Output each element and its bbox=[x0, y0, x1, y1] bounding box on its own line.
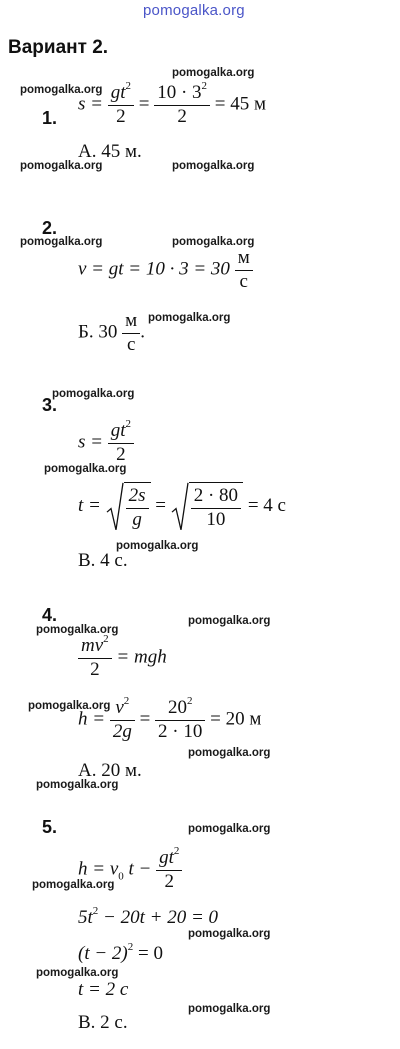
sqrt-symbol: $\frac{2s}{g}$ bbox=[106, 482, 151, 532]
problem-2-answer: Б. 30 $\frac{м}{с}$ . bbox=[78, 310, 145, 355]
fraction: $\frac{v^2}{2g}$ bbox=[110, 697, 135, 744]
sqrt-symbol: $\frac{2 \cdot 80}{10}$ bbox=[171, 482, 243, 532]
watermark: pomogalka.org bbox=[20, 236, 103, 248]
watermark: pomogalka.org bbox=[44, 463, 127, 475]
problem-3-number: 3. bbox=[42, 395, 58, 415]
problem-4-formula-energy: $\frac{mv^2}{2}$ = mgh bbox=[78, 635, 167, 682]
watermark: pomogalka.org bbox=[32, 879, 115, 891]
watermark: pomogalka.org bbox=[28, 700, 111, 712]
fraction: $\frac{10 \cdot 3^2}{2}$ bbox=[154, 82, 210, 129]
fraction: $\frac{gt^2}{2}$ bbox=[108, 420, 134, 467]
unit-fraction: $\frac{м}{с}$ bbox=[235, 247, 253, 294]
watermark: pomogalka.org bbox=[36, 624, 119, 636]
problem-4-formula-h: h = $\frac{v^2}{2g}$ = $\frac{20^2}{2 \cdot 10}$ = 20 м bbox=[78, 695, 262, 742]
watermark-top[interactable]: pomogalka.org bbox=[143, 2, 245, 19]
problem-2-number: 2. bbox=[42, 218, 58, 238]
problem-5-formula-h: $h = v_0$ t − $\frac{gt^2}{2}$ bbox=[78, 847, 182, 894]
watermark: pomogalka.org bbox=[172, 160, 255, 172]
problem-3-formula-s: s = $\frac{gt^2}{2}$ bbox=[78, 420, 134, 467]
fraction: $\frac{gt^2}{2}$ bbox=[108, 82, 134, 129]
problem-3-answer: В. 4 с. bbox=[78, 550, 128, 571]
fraction: $\frac{gt^2}{2}$ bbox=[156, 847, 182, 894]
watermark: pomogalka.org bbox=[172, 67, 255, 79]
problem-5-equation-1: $5t^2 - 20t + 20 = 0$ bbox=[78, 905, 219, 928]
watermark: pomogalka.org bbox=[188, 928, 271, 940]
watermark: pomogalka.org bbox=[20, 84, 103, 96]
watermark: pomogalka.org bbox=[188, 615, 271, 627]
fraction: $\frac{20^2}{2 \cdot 10}$ bbox=[155, 697, 205, 744]
problem-4-number: 4. bbox=[42, 605, 58, 625]
problem-3-formula-t: t = $\frac{2s}{g}$ = $\frac{2 \cdot 80}{10}$ = 4 с bbox=[78, 482, 286, 532]
problem-1-number: 1. bbox=[42, 108, 58, 128]
problem-2-formula: v = gt = 10 · 3 = 30 $\frac{м}{с}$ bbox=[78, 247, 253, 294]
watermark: pomogalka.org bbox=[148, 312, 231, 324]
watermark: pomogalka.org bbox=[188, 1003, 271, 1015]
problem-5-equation-2: $(t - 2)^2 = 0$ bbox=[78, 941, 163, 964]
problem-4-answer: А. 20 м. bbox=[78, 760, 142, 781]
watermark: pomogalka.org bbox=[188, 747, 271, 759]
watermark: pomogalka.org bbox=[116, 540, 199, 552]
watermark: pomogalka.org bbox=[52, 388, 135, 400]
page-title: Вариант 2. bbox=[8, 37, 109, 58]
fraction: $\frac{mv^2}{2}$ bbox=[78, 635, 112, 682]
problem-1-answer: А. 45 м. bbox=[78, 141, 142, 162]
problem-5-number: 5. bbox=[42, 817, 58, 837]
watermark: pomogalka.org bbox=[36, 779, 119, 791]
watermark: pomogalka.org bbox=[20, 160, 103, 172]
watermark: pomogalka.org bbox=[172, 236, 255, 248]
problem-5-equation-3: t = 2 с bbox=[78, 979, 129, 1000]
problem-5-answer: В. 2 с. bbox=[78, 1012, 128, 1033]
watermark: pomogalka.org bbox=[188, 823, 271, 835]
watermark: pomogalka.org bbox=[36, 967, 119, 979]
problem-1-formula: s = $\frac{gt^2}{2}$ = $\frac{10 \cdot 3^2}{2}$ = 45 м bbox=[78, 80, 267, 127]
unit-fraction: $\frac{м}{с}$ bbox=[122, 310, 140, 357]
